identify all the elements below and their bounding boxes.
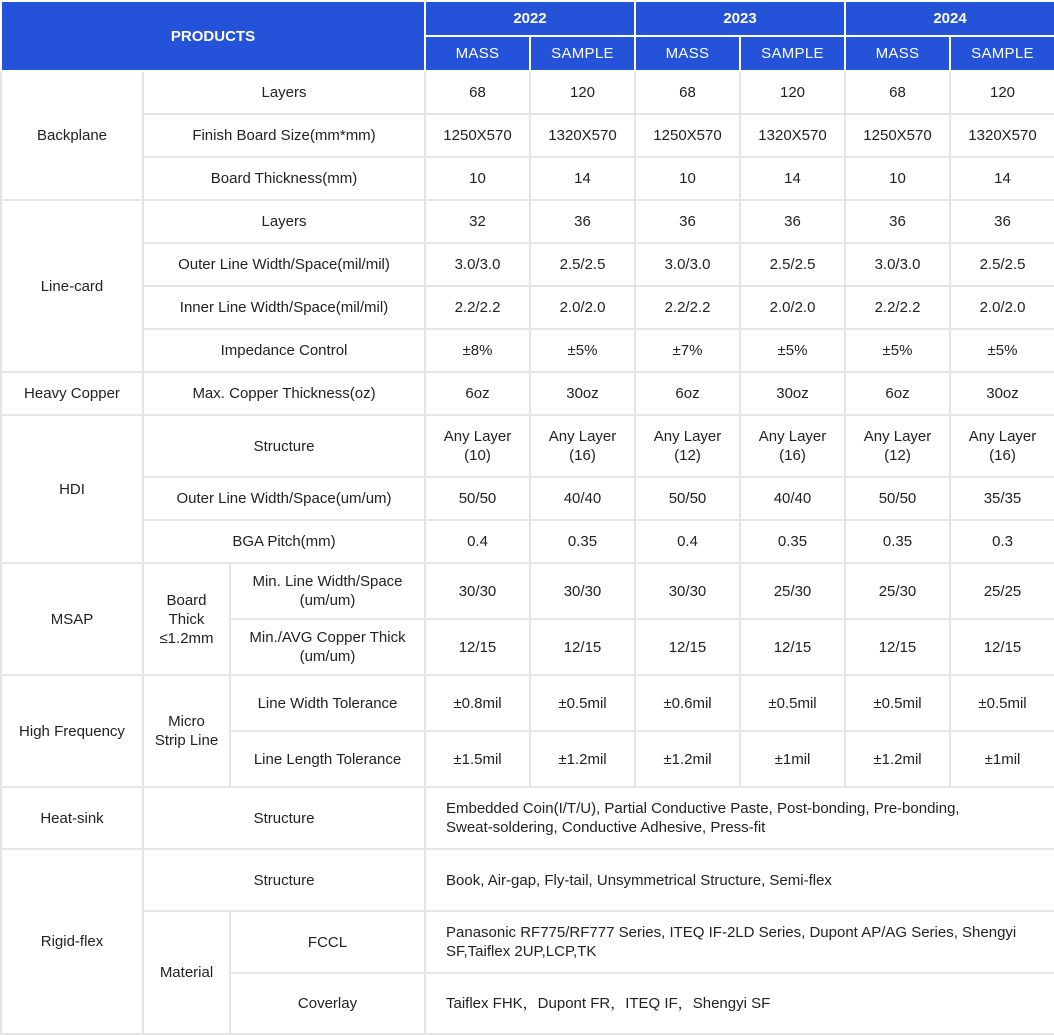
value-cell: 6oz [425,372,530,415]
category-cell: Heat-sink [1,787,143,849]
group-cell: Material [143,911,230,1034]
table-row [1,157,1054,200]
value-cell: ±5% [530,329,635,372]
table-row [1,200,1054,243]
value-cell: 35/35 [950,477,1054,520]
value-cell: 6oz [635,372,740,415]
category-cell: Line-card [1,200,143,372]
spec-label: Outer Line Width/Space(mil/mil) [143,243,425,286]
value-cell: 36 [530,200,635,243]
value-cell: 10 [845,157,950,200]
value-cell: 30/30 [425,563,530,619]
type-header: SAMPLE [950,36,1054,71]
type-header: MASS [845,36,950,71]
value-cell: 12/15 [845,619,950,675]
value-cell: 40/40 [530,477,635,520]
spec-label: Min./AVG Copper Thick (um/um) [230,619,425,675]
category-cell: MSAP [1,563,143,675]
spec-label: Layers [143,71,425,114]
value-cell: Any Layer (12) [845,415,950,477]
value-cell: 3.0/3.0 [635,243,740,286]
value-cell: 36 [845,200,950,243]
value-cell: ±0.5mil [530,675,635,731]
value-cell: 2.0/2.0 [950,286,1054,329]
spec-label: FCCL [230,911,425,973]
spec-label: BGA Pitch(mm) [143,520,425,563]
value-cell: 0.4 [425,520,530,563]
table-row [1,243,1054,286]
value-cell: 14 [530,157,635,200]
value-cell: 1250X570 [425,114,530,157]
value-cell: 2.5/2.5 [950,243,1054,286]
value-cell: 30oz [950,372,1054,415]
value-cell: 2.2/2.2 [425,286,530,329]
spec-label: Board Thickness(mm) [143,157,425,200]
value-cell: 2.5/2.5 [740,243,845,286]
value-cell: 2.5/2.5 [530,243,635,286]
description-cell: Panasonic RF775/RF777 Series, ITEQ IF-2LD Series, Dupont AP/AG Series, Shengyi SF,Taiflex 2UP,LCP,TK [425,911,1054,973]
value-cell: 14 [740,157,845,200]
type-header: SAMPLE [530,36,635,71]
value-cell: 1320X570 [950,114,1054,157]
spec-label: Outer Line Width/Space(um/um) [143,477,425,520]
value-cell: 32 [425,200,530,243]
table-row [1,71,1054,114]
spec-label: Inner Line Width/Space(mil/mil) [143,286,425,329]
category-cell: Heavy Copper [1,372,143,415]
value-cell: ±1mil [740,731,845,787]
value-cell: ±8% [425,329,530,372]
value-cell: 3.0/3.0 [425,243,530,286]
spec-label: Layers [143,200,425,243]
value-cell: ±1.2mil [845,731,950,787]
value-cell: 14 [950,157,1054,200]
table-row [1,372,1054,415]
table-row [1,675,1054,731]
type-header: MASS [635,36,740,71]
value-cell: 0.35 [530,520,635,563]
value-cell: Any Layer (10) [425,415,530,477]
table-row [1,415,1054,477]
spec-label: Structure [143,849,425,911]
value-cell: 0.35 [845,520,950,563]
value-cell: ±0.5mil [950,675,1054,731]
category-cell: Backplane [1,71,143,200]
table-row [1,520,1054,563]
type-header: MASS [425,36,530,71]
value-cell: Any Layer (12) [635,415,740,477]
table-row [1,477,1054,520]
value-cell: 50/50 [635,477,740,520]
value-cell: 10 [425,157,530,200]
spec-label: Impedance Control [143,329,425,372]
group-cell: Micro Strip Line [143,675,230,787]
value-cell: 36 [635,200,740,243]
value-cell: 120 [740,71,845,114]
category-cell: HDI [1,415,143,563]
value-cell: ±5% [950,329,1054,372]
table-row [1,911,1054,973]
products-header: PRODUCTS [1,1,425,71]
value-cell: 12/15 [425,619,530,675]
description-cell: Taiflex FHK，Dupont FR，ITEQ IF，Shengyi SF [425,973,1054,1034]
value-cell: 1250X570 [635,114,740,157]
value-cell: 2.0/2.0 [530,286,635,329]
value-cell: 0.4 [635,520,740,563]
value-cell: 10 [635,157,740,200]
category-cell: Rigid-flex [1,849,143,1034]
value-cell: 2.2/2.2 [845,286,950,329]
value-cell: ±1.2mil [530,731,635,787]
spec-label: Min. Line Width/Space (um/um) [230,563,425,619]
value-cell: 50/50 [425,477,530,520]
spec-label: Line Width Tolerance [230,675,425,731]
value-cell: 2.2/2.2 [635,286,740,329]
group-cell: Board Thick ≤1.2mm [143,563,230,675]
description-cell: Embedded Coin(I/T/U), Partial Conductive Paste, Post-bonding, Pre-bonding, Sweat-soldering, Conductive Adhesive, Press-fit [425,787,1054,849]
value-cell: 25/30 [740,563,845,619]
value-cell: ±0.8mil [425,675,530,731]
table-row [1,114,1054,157]
value-cell: 50/50 [845,477,950,520]
value-cell: 25/25 [950,563,1054,619]
value-cell: Any Layer (16) [530,415,635,477]
spec-label: Structure [143,415,425,477]
type-header: SAMPLE [740,36,845,71]
spec-label: Max. Copper Thickness(oz) [143,372,425,415]
table-row [1,563,1054,619]
value-cell: ±1.2mil [635,731,740,787]
value-cell: ±5% [845,329,950,372]
value-cell: 1250X570 [845,114,950,157]
value-cell: 1320X570 [530,114,635,157]
value-cell: ±0.6mil [635,675,740,731]
header-row-years [1,1,1054,36]
value-cell: 12/15 [530,619,635,675]
value-cell: 30/30 [530,563,635,619]
value-cell: ±5% [740,329,845,372]
description-cell: Book, Air-gap, Fly-tail, Unsymmetrical Structure, Semi-flex [425,849,1054,911]
value-cell: ±0.5mil [740,675,845,731]
value-cell: 0.3 [950,520,1054,563]
value-cell: 6oz [845,372,950,415]
value-cell: 68 [845,71,950,114]
value-cell: 12/15 [740,619,845,675]
spec-label: Line Length Tolerance [230,731,425,787]
value-cell: 68 [425,71,530,114]
table-row [1,286,1054,329]
value-cell: 30oz [530,372,635,415]
year-header: 2024 [845,1,1054,36]
value-cell: Any Layer (16) [740,415,845,477]
value-cell: 3.0/3.0 [845,243,950,286]
category-cell: High Frequency [1,675,143,787]
value-cell: 120 [530,71,635,114]
value-cell: 25/30 [845,563,950,619]
year-header: 2023 [635,1,845,36]
value-cell: 36 [950,200,1054,243]
value-cell: 0.35 [740,520,845,563]
value-cell: 2.0/2.0 [740,286,845,329]
value-cell: ±1.5mil [425,731,530,787]
value-cell: ±1mil [950,731,1054,787]
value-cell: 12/15 [950,619,1054,675]
year-header: 2022 [425,1,635,36]
value-cell: ±7% [635,329,740,372]
value-cell: 12/15 [635,619,740,675]
table-row [1,787,1054,849]
value-cell: ±0.5mil [845,675,950,731]
value-cell: Any Layer (16) [950,415,1054,477]
value-cell: 40/40 [740,477,845,520]
value-cell: 120 [950,71,1054,114]
spec-label: Coverlay [230,973,425,1034]
value-cell: 68 [635,71,740,114]
table-row [1,849,1054,911]
table-row [1,329,1054,372]
value-cell: 36 [740,200,845,243]
value-cell: 30/30 [635,563,740,619]
value-cell: 30oz [740,372,845,415]
spec-label: Structure [143,787,425,849]
value-cell: 1320X570 [740,114,845,157]
spec-label: Finish Board Size(mm*mm) [143,114,425,157]
